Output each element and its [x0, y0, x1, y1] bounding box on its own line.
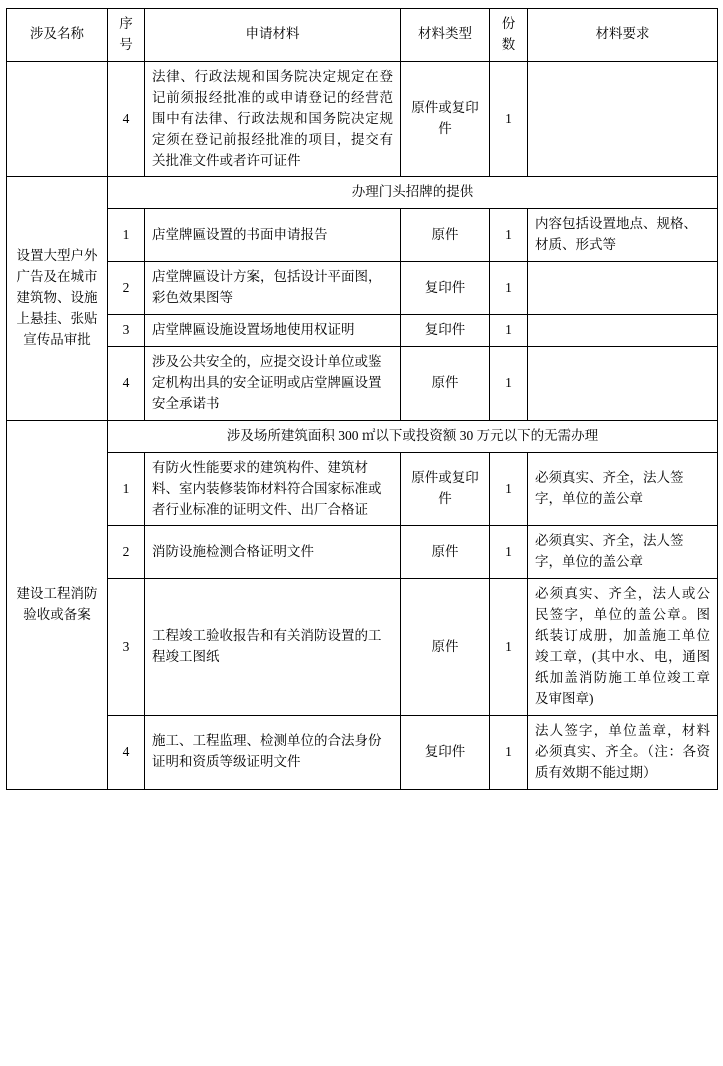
table-row: [7, 579, 718, 716]
material-cell: 店堂牌匾设置的书面申请报告: [145, 209, 401, 262]
type-cell: 原件: [401, 579, 490, 716]
column-header-type: 材料类型: [401, 9, 490, 62]
material-cell: 有防火性能要求的建筑构件、建筑材料、室内装修装饰材料符合国家标准或者行业标准的证明文件、出厂合格证: [145, 452, 401, 526]
type-cell: 原件: [401, 526, 490, 579]
requirement-cell: 必须真实、齐全，法人或公民签字，单位的盖公章。图纸装订成册，加盖施工单位竣工章，(其中水、电，通图纸加盖消防施工单位竣工章及审图章): [528, 579, 718, 716]
seq-cell: 1: [108, 452, 145, 526]
type-cell: 复印件: [401, 262, 490, 315]
requirement-cell: [528, 61, 718, 177]
material-cell: 涉及公共安全的，应提交设计单位或鉴定机构出具的安全证明或店堂牌匾设置安全承诺书: [145, 346, 401, 420]
column-header-material: 申请材料: [145, 9, 401, 62]
count-cell: 1: [490, 209, 528, 262]
requirement-cell: 法人签字，单位盖章，材料必须真实、齐全。（注：各资质有效期不能过期）: [528, 715, 718, 789]
count-cell: 1: [490, 579, 528, 716]
material-cell: 工程竣工验收报告和有关消防设置的工程竣工图纸: [145, 579, 401, 716]
material-cell: 施工、工程监理、检测单位的合法身份证明和资质等级证明文件: [145, 715, 401, 789]
type-cell: 原件或复印件: [401, 452, 490, 526]
column-header-count-line1: 份: [501, 16, 516, 31]
table-row: [7, 452, 718, 526]
count-cell: 1: [490, 315, 528, 347]
seq-cell: 4: [108, 346, 145, 420]
requirement-cell: 必须真实、齐全，法人签字，单位的盖公章: [528, 452, 718, 526]
scope-cell-fire-acceptance: 建设工程消防验收或备案: [7, 420, 108, 789]
column-header-scope: 涉及名称: [7, 9, 108, 62]
column-header-seq-line1: 序: [119, 16, 133, 31]
type-cell: 原件或复印件: [401, 61, 490, 177]
section-title-fire-acceptance: 涉及场所建筑面积 300 ㎡以下或投资额 30 万元以下的无需办理: [108, 420, 718, 452]
seq-cell: 3: [108, 579, 145, 716]
requirement-cell: [528, 262, 718, 315]
scope-cell-empty: [7, 61, 108, 177]
section-title-outdoor-ad: 办理门头招牌的提供: [108, 177, 718, 209]
seq-cell: 3: [108, 315, 145, 347]
table-row: [7, 346, 718, 420]
table-section-banner-row: [7, 420, 718, 452]
count-cell: 1: [490, 526, 528, 579]
material-cell: 店堂牌匾设施设置场地使用权证明: [145, 315, 401, 347]
requirement-cell: 必须真实、齐全，法人签字，单位的盖公章: [528, 526, 718, 579]
seq-cell: 4: [108, 715, 145, 789]
count-cell: 1: [490, 262, 528, 315]
count-cell: 1: [490, 715, 528, 789]
table-row: [7, 209, 718, 262]
type-cell: 复印件: [401, 715, 490, 789]
table-header-row: [7, 9, 718, 62]
table-row: [7, 715, 718, 789]
table-row: [7, 61, 718, 177]
seq-cell: 4: [108, 61, 145, 177]
type-cell: 原件: [401, 209, 490, 262]
count-cell: 1: [490, 452, 528, 526]
table-header: [7, 9, 718, 62]
requirement-cell: [528, 315, 718, 347]
seq-cell: 1: [108, 209, 145, 262]
column-header-seq-line2: 号: [119, 36, 133, 52]
column-header-count-line2: 数: [501, 36, 516, 52]
table-row: [7, 262, 718, 315]
column-header-seq: [108, 9, 145, 62]
count-cell: 1: [490, 61, 528, 177]
scope-cell-outdoor-ad: 设置大型户外广告及在城市建筑物、设施上悬挂、张贴宣传品审批: [7, 177, 108, 420]
requirement-cell: 内容包括设置地点、规格、材质、形式等: [528, 209, 718, 262]
type-cell: 复印件: [401, 315, 490, 347]
material-cell: 消防设施检测合格证明文件: [145, 526, 401, 579]
material-cell: 法律、行政法规和国务院决定规定在登记前须报经批准的或申请登记的经营范围中有法律、行政法规和国务院决定规定须在登记前报经批准的项目，提交有关批准文件或者许可证件: [145, 61, 401, 177]
column-header-count: [490, 9, 528, 62]
seq-cell: 2: [108, 526, 145, 579]
table-row: [7, 315, 718, 347]
application-materials-table: [6, 8, 718, 790]
table-row: [7, 526, 718, 579]
table-section-banner-row: [7, 177, 718, 209]
requirement-cell: [528, 346, 718, 420]
column-header-requirement: 材料要求: [528, 9, 718, 62]
table-body: [7, 61, 718, 789]
seq-cell: 2: [108, 262, 145, 315]
material-cell: 店堂牌匾设计方案，包括设计平面图，彩色效果图等: [145, 262, 401, 315]
type-cell: 原件: [401, 346, 490, 420]
count-cell: 1: [490, 346, 528, 420]
